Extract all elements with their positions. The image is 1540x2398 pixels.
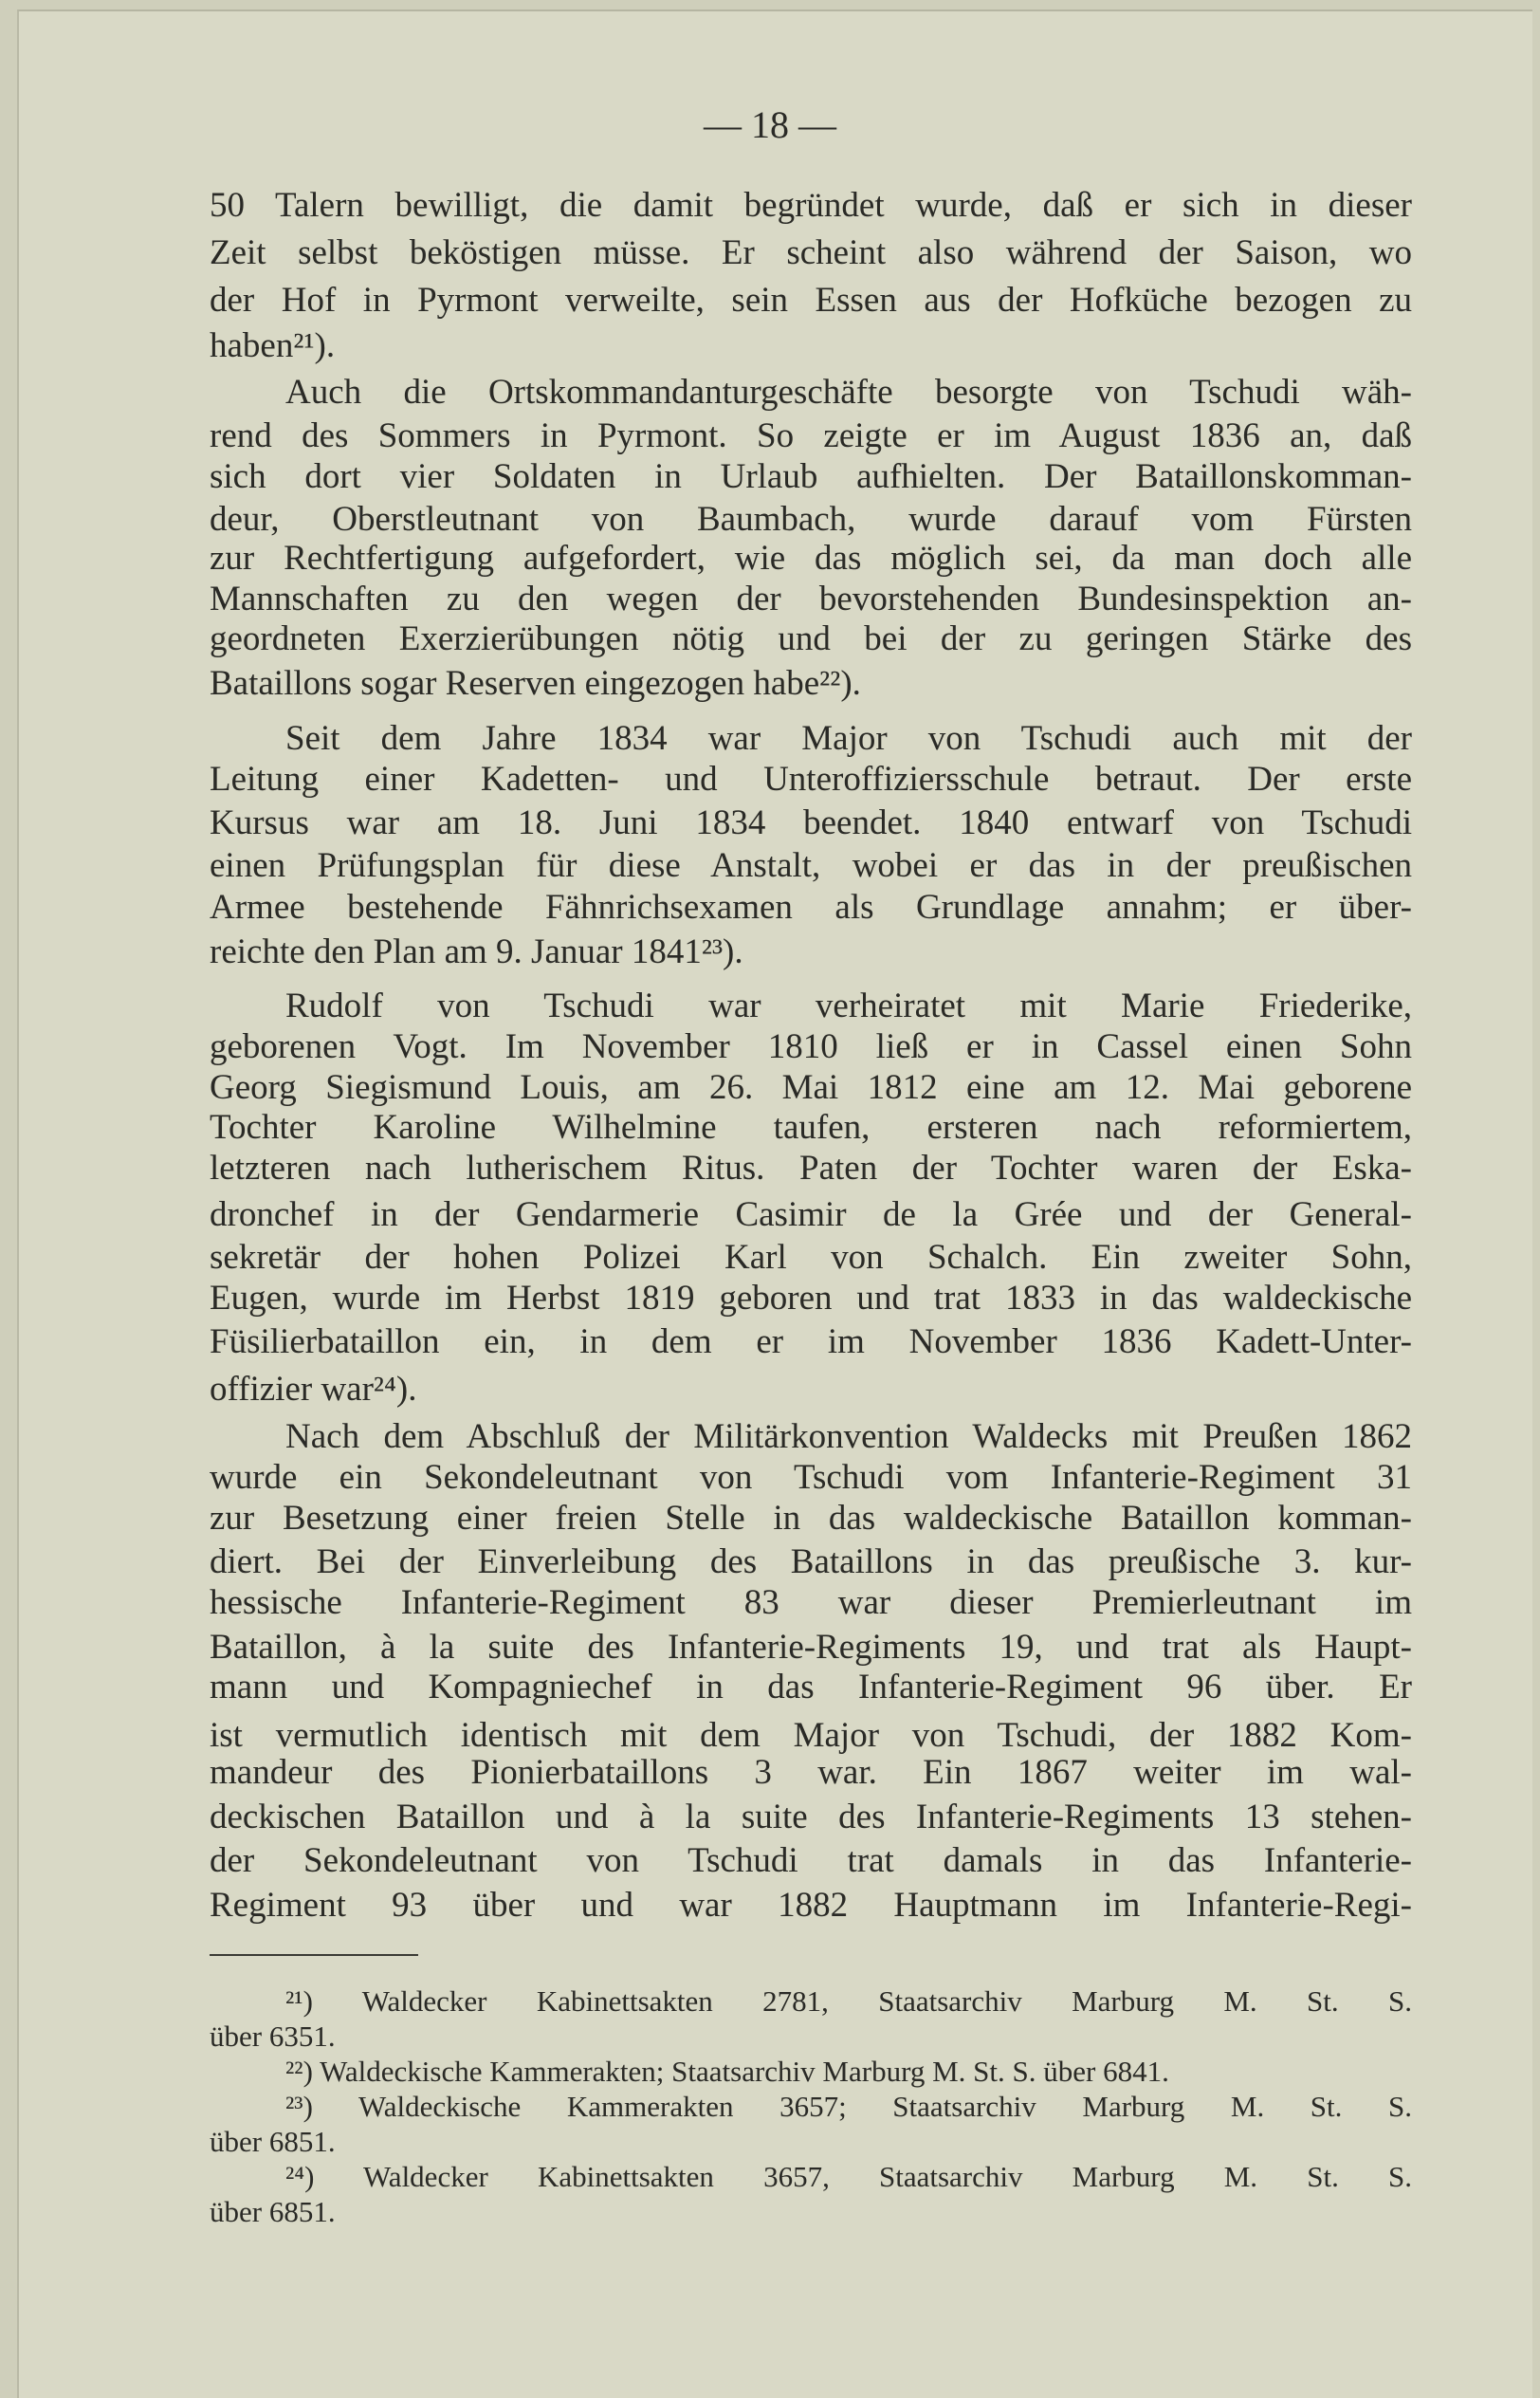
text-line: haben²¹). [210, 326, 336, 365]
text-line: Bataillon, à la suite des Infanterie-Regiments 19, und trat als Haupt- [210, 1628, 1412, 1667]
text-line: Seit dem Jahre 1834 war Major von Tschudi auch mit der [285, 719, 1412, 758]
footnote-line: ²¹) Waldecker Kabinettsakten 2781, Staatsarchiv Marburg M. St. S. [285, 1984, 1412, 2018]
text-line: Auch die Ortskommandanturgeschäfte besorgte von Tschudi wäh- [285, 373, 1412, 412]
text-line: Mannschaften zu den wegen der bevorstehenden Bundesinspektion an- [210, 580, 1412, 618]
footnote-separator [210, 1954, 418, 1956]
footnote-line: ²³) Waldeckische Kammerakten 3657; Staatsarchiv Marburg M. St. S. [285, 2090, 1412, 2123]
text-line: sekretär der hohen Polizei Karl von Schalch. Ein zweiter Sohn, [210, 1238, 1412, 1277]
text-line: wurde ein Sekondeleutnant von Tschudi vom Infanterie-Regiment 31 [210, 1458, 1412, 1497]
text-line: mann und Kompagniechef in das Infanterie-Regiment 96 über. Er [210, 1668, 1412, 1706]
text-line: Füsilierbataillon ein, in dem er im November 1836 Kadett-Unter- [210, 1322, 1412, 1361]
text-line: geborenen Vogt. Im November 1810 ließ er in Cassel einen Sohn [210, 1027, 1412, 1066]
text-line: reichte den Plan am 9. Januar 1841²³). [210, 932, 743, 971]
text-line: Georg Siegismund Louis, am 26. Mai 1812 eine am 12. Mai geborene [210, 1068, 1412, 1107]
text-line: deckischen Bataillon und à la suite des Infanterie-Regiments 13 stehen- [210, 1798, 1412, 1836]
text-line: Regiment 93 über und war 1882 Hauptmann im Infanterie-Regi- [210, 1886, 1412, 1925]
text-line: dronchef in der Gendarmerie Casimir de la Grée und der General- [210, 1195, 1412, 1234]
footnote-line: über 6851. [210, 2195, 336, 2228]
text-line: zur Rechtfertigung aufgefordert, wie das möglich sei, da man doch alle [210, 539, 1412, 578]
page-number: — 18 — [704, 103, 836, 146]
text-line: Tochter Karoline Wilhelmine taufen, ersteren nach reformiertem, [210, 1108, 1412, 1147]
text-line: sich dort vier Soldaten in Urlaub aufhielten. Der Bataillonskomman- [210, 457, 1412, 496]
text-line: hessische Infanterie-Regiment 83 war dieser Premierleutnant im [210, 1583, 1412, 1622]
text-line: mandeur des Pionierbataillons 3 war. Ein 1867 weiter im wal- [210, 1753, 1412, 1792]
text-line: Armee bestehende Fähnrichsexamen als Grundlage annahm; er über- [210, 888, 1412, 927]
text-line: geordneten Exerzierübungen nötig und bei der zu geringen Stärke des [210, 619, 1412, 658]
text-line: ist vermutlich identisch mit dem Major von Tschudi, der 1882 Kom- [210, 1716, 1412, 1755]
text-line: einen Prüfungsplan für diese Anstalt, wobei er das in der preußischen [210, 846, 1412, 885]
text-line: Eugen, wurde im Herbst 1819 geboren und trat 1833 in das waldeckische [210, 1279, 1412, 1318]
footnote-line: über 6851. [210, 2125, 336, 2158]
text-line: deur, Oberstleutnant von Baumbach, wurde darauf vom Fürsten [210, 500, 1412, 539]
text-line: offizier war²⁴). [210, 1370, 417, 1409]
footnote-line: ²²) Waldeckische Kammerakten; Staatsarchiv Marburg M. St. S. über 6841. [285, 2055, 1169, 2088]
text-line: zur Besetzung einer freien Stelle in das waldeckische Bataillon komman- [210, 1499, 1412, 1538]
footnote-line: über 6351. [210, 2020, 336, 2053]
text-line: Nach dem Abschluß der Militärkonvention Waldecks mit Preußen 1862 [285, 1417, 1412, 1456]
text-line: letzteren nach lutherischem Ritus. Paten der Tochter waren der Eska- [210, 1149, 1412, 1188]
text-line: diert. Bei der Einverleibung des Bataillons in das preußische 3. kur- [210, 1542, 1412, 1581]
text-line: Kursus war am 18. Juni 1834 beendet. 1840 entwarf von Tschudi [210, 803, 1412, 842]
text-line: Bataillons sogar Reserven eingezogen habe²²). [210, 664, 861, 703]
text-line: Leitung einer Kadetten- und Unteroffiziersschule betraut. Der erste [210, 760, 1412, 799]
footnote-line: ²⁴) Waldecker Kabinettsakten 3657, Staatsarchiv Marburg M. St. S. [285, 2160, 1412, 2193]
text-line: rend des Sommers in Pyrmont. So zeigte er im August 1836 an, daß [210, 416, 1412, 455]
text-line: Rudolf von Tschudi war verheiratet mit Marie Friederike, [285, 987, 1412, 1025]
text-line: Zeit selbst beköstigen müsse. Er scheint also während der Saison, wo [210, 233, 1412, 272]
text-line: 50 Talern bewilligt, die damit begründet wurde, daß er sich in dieser [210, 186, 1412, 225]
text-line: der Sekondeleutnant von Tschudi trat damals in das Infanterie- [210, 1841, 1412, 1880]
text-line: der Hof in Pyrmont verweilte, sein Essen aus der Hofküche bezogen zu [210, 281, 1412, 320]
